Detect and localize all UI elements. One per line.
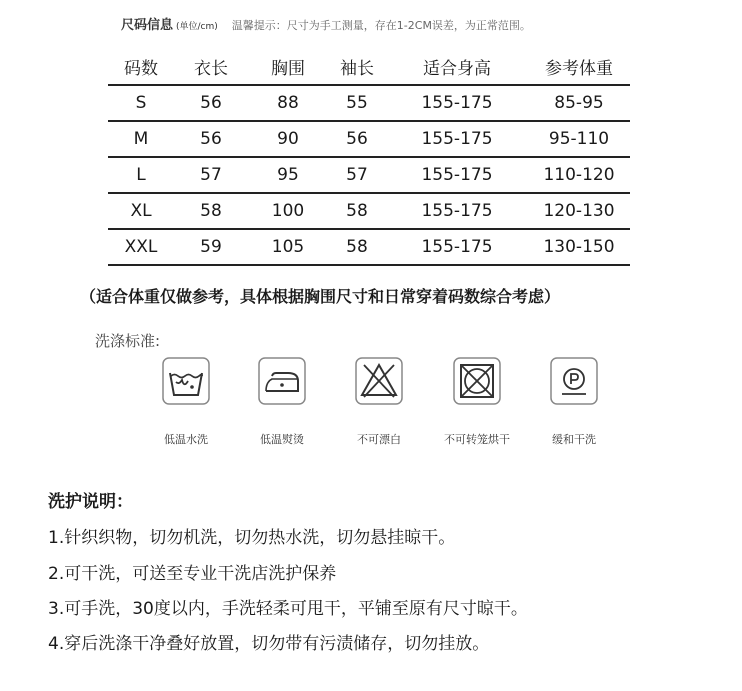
table-cell: 85-95 <box>528 85 630 121</box>
icon-label: 低温水洗 <box>164 433 208 446</box>
weight-reference-note: （适合体重仅做参考，具体根据胸围尺寸和日常穿着码数综合考虑） <box>80 287 561 306</box>
table-cell: 105 <box>248 229 328 265</box>
table-cell: L <box>108 157 174 193</box>
table-cell: XXL <box>108 229 174 265</box>
table-row <box>108 229 630 265</box>
table-cell: 88 <box>248 85 328 121</box>
table-cell: 155-175 <box>386 157 528 193</box>
table-cell: S <box>108 85 174 121</box>
table-row <box>108 85 630 121</box>
table-cell: M <box>108 121 174 157</box>
icon-label: 不可漂白 <box>357 433 401 446</box>
column-header-size: 码数 <box>108 48 174 85</box>
table-cell: 55 <box>328 85 386 121</box>
care-item: 1.针织织物，切勿机洗，切勿热水洗，切勿悬挂晾干。 <box>48 528 456 548</box>
table-cell: 58 <box>328 193 386 229</box>
care-instructions-title: 洗护说明： <box>48 492 133 512</box>
care-item: 3.可手洗，30度以内，手洗轻柔可甩干，平铺至原有尺寸晾干。 <box>48 599 528 619</box>
low-temp-iron-icon <box>258 357 306 405</box>
table-cell: 58 <box>328 229 386 265</box>
washing-standard-label: 洗涤标准: <box>95 332 161 350</box>
table-cell: 155-175 <box>386 229 528 265</box>
table-cell: 130-150 <box>528 229 630 265</box>
column-header-height: 适合身高 <box>386 48 528 85</box>
table-cell: 58 <box>174 193 248 229</box>
unit-label: (单位/cm) <box>176 22 218 32</box>
table-cell: 100 <box>248 193 328 229</box>
table-cell: 120-130 <box>528 193 630 229</box>
gentle-dry-clean-icon <box>550 357 598 405</box>
table-cell: 110-120 <box>528 157 630 193</box>
column-header-weight: 参考体重 <box>528 48 630 85</box>
size-table <box>108 48 630 266</box>
table-cell: 90 <box>248 121 328 157</box>
icon-label: 不可转笼烘干 <box>444 433 510 446</box>
measurement-notice: 温馨提示：尺寸为手工测量，存在1-2CM误差，为正常范围。 <box>231 19 531 32</box>
table-cell: 95 <box>248 157 328 193</box>
table-cell: 95-110 <box>528 121 630 157</box>
table-header-row <box>108 48 630 85</box>
no-bleach-icon <box>355 357 403 405</box>
table-row <box>108 157 630 193</box>
table-cell: 155-175 <box>386 193 528 229</box>
icon-label: 低温熨烫 <box>260 433 304 446</box>
size-info-header <box>121 14 531 33</box>
table-cell: XL <box>108 193 174 229</box>
care-item: 4.穿后洗涤干净叠好放置，切勿带有污渍储存，切勿挂放。 <box>48 634 490 654</box>
table-row <box>108 121 630 157</box>
table-cell: 56 <box>174 121 248 157</box>
column-header-chest: 胸围 <box>248 48 328 85</box>
table-cell: 57 <box>174 157 248 193</box>
icon-label: 缓和干洗 <box>552 433 596 446</box>
column-header-sleeve: 袖长 <box>328 48 386 85</box>
care-item: 2.可干洗，可送至专业干洗店洗护保养 <box>48 564 337 584</box>
size-info-title: 尺码信息 <box>121 18 174 33</box>
table-cell: 59 <box>174 229 248 265</box>
table-row <box>108 193 630 229</box>
table-cell: 56 <box>328 121 386 157</box>
no-tumble-dry-icon <box>453 357 501 405</box>
table-cell: 155-175 <box>386 121 528 157</box>
table-cell: 155-175 <box>386 85 528 121</box>
table-cell: 56 <box>174 85 248 121</box>
column-header-length: 衣长 <box>174 48 248 85</box>
low-temp-wash-icon <box>162 357 210 405</box>
table-cell: 57 <box>328 157 386 193</box>
